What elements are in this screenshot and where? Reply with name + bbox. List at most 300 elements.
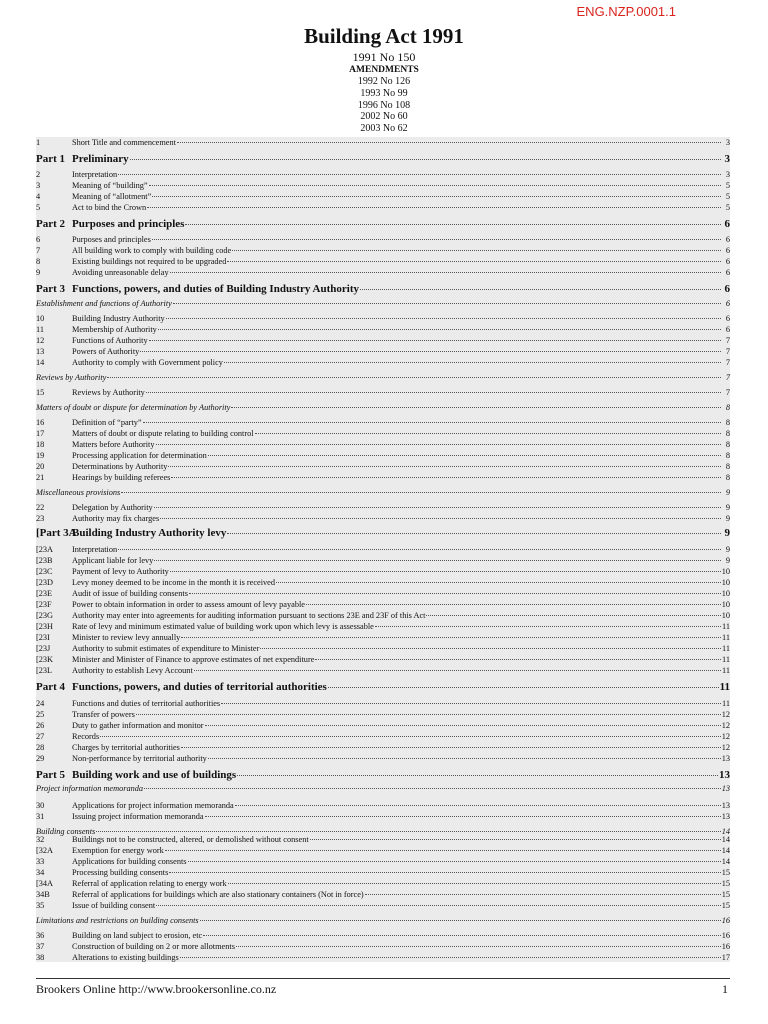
- toc-section-title: Authority may fix charges: [72, 514, 160, 523]
- dot-leader: [236, 946, 721, 947]
- dot-leader: [375, 626, 721, 627]
- toc-section-title: Definition of “party”: [72, 418, 142, 427]
- toc-page-number: 10: [721, 567, 730, 576]
- toc-section-title: Building consents: [36, 827, 96, 836]
- toc-section-number: 21: [36, 473, 45, 482]
- toc-section-title: Functions, powers, and duties of Building Industry Authority: [72, 283, 359, 295]
- toc-page-number: 9: [724, 527, 730, 539]
- toc-subheading[interactable]: [36, 783, 730, 794]
- toc-section-title: Functions, powers, and duties of territorial authorities: [72, 681, 327, 693]
- dot-leader: [221, 703, 721, 704]
- toc-page-number: 3: [725, 138, 730, 147]
- dot-leader: [306, 604, 721, 605]
- toc-section-number: 28: [36, 743, 45, 752]
- toc-entry[interactable]: [36, 137, 730, 148]
- dot-leader: [152, 196, 721, 197]
- toc-section-title: Building Industry Authority: [72, 314, 165, 323]
- toc-page-number: 10: [721, 600, 730, 609]
- toc-entry[interactable]: [36, 566, 730, 577]
- toc-section-number: 7: [36, 246, 41, 255]
- dot-leader: [168, 466, 721, 467]
- toc-entry[interactable]: [36, 357, 730, 368]
- toc-section-number: 13: [36, 347, 45, 356]
- toc-entry[interactable]: [36, 811, 730, 822]
- dot-leader: [121, 492, 721, 493]
- toc-section-title: Power to obtain information in order to assess amount of levy payable: [72, 600, 305, 609]
- toc-entry[interactable]: [36, 450, 730, 461]
- toc-section-number: 36: [36, 931, 45, 940]
- toc-entry[interactable]: [36, 878, 730, 889]
- toc-entry[interactable]: [36, 900, 730, 911]
- dot-leader: [154, 507, 721, 508]
- toc-page-number: 10: [721, 578, 730, 587]
- toc-entry[interactable]: [36, 731, 730, 742]
- toc-entry[interactable]: [36, 941, 730, 952]
- footer-page-number: 1: [722, 982, 728, 996]
- toc-entry[interactable]: [36, 577, 730, 588]
- toc-entry[interactable]: [36, 643, 730, 654]
- toc-section-number: [23L: [36, 666, 53, 675]
- toc-section-title: Charges by territorial authorities: [72, 743, 180, 752]
- toc-section-title: Minister and Minister of Finance to approve estimates of net expenditure: [72, 655, 315, 664]
- toc-section-number: [23J: [36, 644, 51, 653]
- dot-leader: [232, 250, 721, 251]
- toc-page-number: 11: [722, 644, 730, 653]
- toc-entry[interactable]: [36, 709, 730, 720]
- footer-source: Brookers Online http://www.brookersonline.co.nz: [36, 982, 277, 996]
- toc-entry[interactable]: [36, 856, 730, 867]
- toc-page-number: 13: [721, 812, 730, 821]
- toc-section-number: Part 4: [36, 681, 66, 693]
- toc-section-number: 25: [36, 710, 45, 719]
- toc-section-title: Preliminary: [72, 153, 129, 165]
- amendment-line: 1996 No 108: [357, 99, 411, 111]
- toc-section-title: Referral of application relating to energy work: [72, 879, 227, 888]
- amendment-line: 1992 No 126: [357, 76, 411, 88]
- dot-leader: [96, 831, 720, 832]
- toc-part-heading[interactable]: [36, 217, 730, 231]
- toc-subheading[interactable]: [36, 372, 730, 383]
- toc-page-number: 6: [724, 283, 730, 295]
- toc-section-number: 4: [36, 192, 41, 201]
- toc-section-title: Minister to review levy annually: [72, 633, 181, 642]
- toc-section-number: 12: [36, 336, 45, 345]
- dot-leader: [255, 433, 721, 434]
- toc-section-title: Buildings not to be constructed, altered, or demolished without consent: [72, 835, 309, 844]
- toc-page-number: 9: [725, 488, 730, 497]
- dot-leader: [181, 637, 721, 638]
- toc-section-title: Rate of levy and minimum estimated value of building work upon which levy is assessable: [72, 622, 374, 631]
- toc-page-number: 16: [721, 942, 730, 951]
- toc-section-number: 22: [36, 503, 45, 512]
- dot-leader: [310, 839, 721, 840]
- toc-entry[interactable]: [36, 867, 730, 878]
- toc-page-number: 10: [721, 611, 730, 620]
- toc-section-title: Matters of doubt or dispute for determination by Authority: [36, 403, 231, 412]
- toc-section-title: Applicant liable for levy: [72, 556, 154, 565]
- dot-leader: [189, 593, 721, 594]
- toc-page-number: 8: [725, 429, 730, 438]
- toc-section-number: 14: [36, 358, 45, 367]
- toc-section-title: Interpretation: [72, 170, 118, 179]
- toc-part-heading[interactable]: [36, 768, 730, 782]
- amendment-line: 2002 No 60: [360, 111, 408, 123]
- toc-section-number: 10: [36, 314, 45, 323]
- toc-page-number: 6: [725, 246, 730, 255]
- page-title: Building Act 1991: [304, 24, 464, 48]
- dot-leader: [315, 659, 721, 660]
- dot-leader: [208, 455, 721, 456]
- toc-page-number: 7: [725, 358, 730, 367]
- toc-section-number: [23B: [36, 556, 53, 565]
- toc-page-number: 13: [721, 801, 730, 810]
- dot-leader: [180, 957, 721, 958]
- toc-subheading[interactable]: [36, 487, 730, 498]
- toc-entry[interactable]: [36, 461, 730, 472]
- toc-page-number: 6: [725, 299, 730, 308]
- toc-section-number: 32: [36, 835, 45, 844]
- toc-entry[interactable]: [36, 245, 730, 256]
- toc-section-number: 15: [36, 388, 45, 397]
- dot-leader: [144, 788, 721, 789]
- toc-section-number: [Part 3A: [36, 527, 77, 539]
- toc-section-title: Establishment and functions of Authority: [36, 299, 172, 308]
- toc-section-number: 5: [36, 203, 41, 212]
- toc-entry[interactable]: [36, 889, 730, 900]
- toc-page-number: 7: [725, 373, 730, 382]
- toc-page-number: 14: [721, 857, 730, 866]
- toc-section-number: Part 2: [36, 218, 66, 230]
- toc-section-title: Exemption for energy work: [72, 846, 164, 855]
- toc-section-title: Functions and duties of territorial authorities: [72, 699, 221, 708]
- toc-entry[interactable]: [36, 428, 730, 439]
- toc-section-title: Delegation by Authority: [72, 503, 153, 512]
- toc-page-number: 15: [721, 868, 730, 877]
- toc-section-number: 16: [36, 418, 45, 427]
- toc-page-number: 6: [725, 325, 730, 334]
- dot-leader: [107, 377, 721, 378]
- toc-section-title: Audit of issue of building consents: [72, 589, 188, 598]
- toc-entry[interactable]: [36, 665, 730, 676]
- toc-section-title: Construction of building on 2 or more allotments: [72, 942, 235, 951]
- toc-entry[interactable]: [36, 256, 730, 267]
- toc-section-number: 2: [36, 170, 41, 179]
- toc-section-title: Building work and use of buildings: [72, 769, 237, 781]
- toc-section-title: Applications for project information memoranda: [72, 801, 234, 810]
- dot-leader: [177, 142, 721, 143]
- toc-page-number: 11: [722, 655, 730, 664]
- toc-section-number: 1: [36, 138, 41, 147]
- dot-leader: [205, 725, 721, 726]
- toc-entry[interactable]: [36, 952, 730, 963]
- toc-page-number: 16: [721, 931, 730, 940]
- toc-page-number: 7: [725, 347, 730, 356]
- toc-entry[interactable]: [36, 202, 730, 213]
- toc-section-title: Meaning of “building”: [72, 181, 148, 190]
- toc-entry[interactable]: [36, 845, 730, 856]
- toc-section-title: Purposes and principles: [72, 218, 185, 230]
- dot-leader: [228, 883, 721, 884]
- toc-page-number: 11: [722, 699, 730, 708]
- amendment-line: 2003 No 62: [360, 122, 408, 134]
- amendments-heading: AMENDMENTS: [349, 65, 419, 75]
- dot-leader: [170, 571, 721, 572]
- toc-entry[interactable]: [36, 632, 730, 643]
- dot-leader: [328, 687, 719, 688]
- toc-section-title: Miscellaneous provisions: [36, 488, 121, 497]
- toc-entry[interactable]: [36, 555, 730, 566]
- toc-section-title: Building Industry Authority levy: [72, 527, 227, 539]
- amendment-line: 1993 No 99: [360, 87, 408, 99]
- dot-leader: [203, 935, 721, 936]
- toc-entry[interactable]: [36, 472, 730, 483]
- toc-section-number: 11: [36, 325, 44, 334]
- toc-entry[interactable]: [36, 502, 730, 513]
- toc-section-number: 19: [36, 451, 45, 460]
- toc-entry[interactable]: [36, 234, 730, 245]
- toc-entry[interactable]: [36, 800, 730, 811]
- toc-section-number: 24: [36, 699, 45, 708]
- dot-leader: [426, 615, 720, 616]
- toc-section-number: 6: [36, 235, 41, 244]
- toc-page-number: 3: [725, 170, 730, 179]
- toc-page-number: 8: [725, 462, 730, 471]
- toc-section-title: Meaning of “allotment”: [72, 192, 152, 201]
- toc-section-number: [23E: [36, 589, 53, 598]
- toc-section-title: Transfer of powers: [72, 710, 135, 719]
- toc-section-number: [23I: [36, 633, 50, 642]
- toc-section-number: 26: [36, 721, 45, 730]
- dot-leader: [227, 261, 721, 262]
- toc-section-title: Issuing project information memoranda: [72, 812, 204, 821]
- dot-leader: [276, 582, 721, 583]
- dot-leader: [185, 224, 721, 225]
- toc-part-heading[interactable]: [36, 152, 730, 166]
- dot-leader: [152, 239, 721, 240]
- toc-section-number: 20: [36, 462, 45, 471]
- toc-page-number: 12: [721, 732, 730, 741]
- toc-section-title: Levy money deemed to be income in the month it is received: [72, 578, 275, 587]
- toc-entry[interactable]: [36, 720, 730, 731]
- toc-section-title: Interpretation: [72, 545, 118, 554]
- toc-page-number: 11: [722, 666, 730, 675]
- toc-section-number: 3: [36, 181, 41, 190]
- toc-section-number: 37: [36, 942, 45, 951]
- toc-section-number: 27: [36, 732, 45, 741]
- toc-page-number: 6: [725, 235, 730, 244]
- toc-part-heading[interactable]: [36, 282, 730, 296]
- dot-leader: [100, 736, 721, 737]
- toc-subheading[interactable]: [36, 298, 730, 309]
- toc-page-number: 3: [724, 153, 730, 165]
- toc-part-heading[interactable]: [36, 526, 730, 540]
- toc-section-number: [23H: [36, 622, 54, 631]
- toc-page-number: 10: [721, 589, 730, 598]
- toc-section-number: 23: [36, 514, 45, 523]
- toc-subheading[interactable]: [36, 402, 730, 413]
- title-block: [0, 26, 768, 134]
- toc-page-number: 13: [721, 784, 730, 793]
- toc-page-number: 5: [725, 203, 730, 212]
- dot-leader: [260, 648, 721, 649]
- dot-leader: [194, 670, 721, 671]
- toc-subheading[interactable]: [36, 915, 730, 926]
- toc-section-number: [23F: [36, 600, 52, 609]
- toc-page-number: 13: [721, 754, 730, 763]
- toc-section-number: 29: [36, 754, 45, 763]
- dot-leader: [166, 318, 721, 319]
- toc-entry[interactable]: [36, 417, 730, 428]
- toc-entry[interactable]: [36, 335, 730, 346]
- toc-page-number: 16: [721, 916, 730, 925]
- toc-section-title: Authority to establish Levy Account: [72, 666, 193, 675]
- toc-page-number: 7: [725, 388, 730, 397]
- toc-entry[interactable]: [36, 387, 730, 398]
- toc-section-title: Purposes and principles: [72, 235, 151, 244]
- dot-leader: [224, 362, 721, 363]
- toc-page-number: 5: [725, 181, 730, 190]
- toc-section-number: [23K: [36, 655, 54, 664]
- toc-part-heading[interactable]: [36, 680, 730, 694]
- toc-section-title: Authority to submit estimates of expenditure to Minister: [72, 644, 260, 653]
- toc-page-number: 14: [721, 835, 730, 844]
- toc-entry[interactable]: [36, 599, 730, 610]
- dot-leader: [130, 159, 721, 160]
- toc-entry[interactable]: [36, 742, 730, 753]
- toc-page-number: 8: [725, 451, 730, 460]
- toc-entry[interactable]: [36, 654, 730, 665]
- dot-leader: [143, 422, 721, 423]
- dot-leader: [200, 920, 721, 921]
- toc-page-number: 15: [721, 890, 730, 899]
- toc-section-title: Short Title and commencement: [72, 138, 176, 147]
- dot-leader: [365, 894, 721, 895]
- toc-page-number: 11: [719, 681, 730, 693]
- dot-leader: [136, 714, 721, 715]
- footer-divider: [36, 978, 730, 979]
- toc-section-title: Building on land subject to erosion, etc: [72, 931, 203, 940]
- toc-section-title: Issue of building consent: [72, 901, 156, 910]
- toc-section-title: Reviews by Authority: [36, 373, 107, 382]
- toc-entry[interactable]: [36, 930, 730, 941]
- toc-entry[interactable]: [36, 834, 730, 845]
- toc-page-number: 9: [725, 503, 730, 512]
- dot-leader: [237, 775, 718, 776]
- toc-section-number: [23C: [36, 567, 53, 576]
- toc-entry[interactable]: [36, 439, 730, 450]
- toc-section-number: [23G: [36, 611, 54, 620]
- toc-section-number: 18: [36, 440, 45, 449]
- toc-entry[interactable]: [36, 180, 730, 191]
- act-number: 1991 No 150: [352, 50, 416, 64]
- toc-section-number: 31: [36, 812, 45, 821]
- toc-section-title: Act to bind the Crown: [72, 203, 147, 212]
- toc-page-number: 14: [721, 827, 730, 836]
- toc-section-number: 34B: [36, 890, 50, 899]
- dot-leader: [146, 392, 721, 393]
- table-of-contents: [36, 137, 730, 962]
- toc-page-number: 15: [721, 901, 730, 910]
- dot-leader: [156, 444, 722, 445]
- toc-section-title: Limitations and restrictions on building consents: [36, 916, 199, 925]
- toc-section-title: Processing building consents: [72, 868, 169, 877]
- toc-page-number: 9: [725, 514, 730, 523]
- toc-section-number: 35: [36, 901, 45, 910]
- toc-page-number: 9: [725, 556, 730, 565]
- toc-entry[interactable]: [36, 346, 730, 357]
- toc-page-number: 13: [719, 769, 730, 781]
- toc-page-number: 17: [721, 953, 730, 962]
- toc-section-title: Records: [72, 732, 100, 741]
- toc-entry[interactable]: [36, 267, 730, 278]
- toc-entry[interactable]: [36, 324, 730, 335]
- toc-section-number: 38: [36, 953, 45, 962]
- toc-section-title: Reviews by Authority: [72, 388, 145, 397]
- toc-entry[interactable]: [36, 588, 730, 599]
- toc-section-title: Membership of Authority: [72, 325, 157, 334]
- toc-page-number: 6: [724, 218, 730, 230]
- toc-section-number: 33: [36, 857, 45, 866]
- dot-leader: [227, 533, 721, 534]
- dot-leader: [205, 816, 721, 817]
- toc-entry[interactable]: [36, 698, 730, 709]
- toc-section-number: Part 1: [36, 153, 66, 165]
- toc-entry[interactable]: [36, 610, 730, 621]
- toc-section-title: Existing buildings not required to be upgraded: [72, 257, 227, 266]
- toc-section-title: Alterations to existing buildings: [72, 953, 179, 962]
- toc-section-number: Part 5: [36, 769, 66, 781]
- toc-page-number: 12: [721, 710, 730, 719]
- toc-entry[interactable]: [36, 621, 730, 632]
- dot-leader: [188, 861, 721, 862]
- toc-entry[interactable]: [36, 513, 730, 524]
- dot-leader: [171, 477, 721, 478]
- toc-page-number: 8: [725, 418, 730, 427]
- toc-page-number: 14: [721, 846, 730, 855]
- toc-page-number: 8: [725, 440, 730, 449]
- dot-leader: [147, 207, 721, 208]
- toc-page-number: 8: [725, 403, 730, 412]
- dot-leader: [169, 872, 720, 873]
- toc-page-number: 11: [722, 633, 730, 642]
- toc-page-number: 8: [725, 473, 730, 482]
- toc-section-title: All building work to comply with building code: [72, 246, 232, 255]
- toc-entry[interactable]: [36, 169, 730, 180]
- toc-entry[interactable]: [36, 313, 730, 324]
- document-code: ENG.NZP.0001.1: [576, 4, 676, 19]
- toc-section-title: Duty to gather information and monitor: [72, 721, 204, 730]
- toc-page-number: 9: [725, 545, 730, 554]
- toc-entry[interactable]: [36, 753, 730, 764]
- dot-leader: [231, 407, 721, 408]
- toc-section-title: Avoiding unreasonable delay: [72, 268, 169, 277]
- dot-leader: [173, 303, 721, 304]
- toc-section-title: Processing application for determination: [72, 451, 207, 460]
- dot-leader: [165, 850, 721, 851]
- toc-page-number: 6: [725, 268, 730, 277]
- dot-leader: [235, 805, 721, 806]
- toc-section-title: Hearings by building referees: [72, 473, 171, 482]
- dot-leader: [149, 340, 721, 341]
- toc-section-title: Functions of Authority: [72, 336, 148, 345]
- toc-section-number: 9: [36, 268, 41, 277]
- toc-page-number: 5: [725, 192, 730, 201]
- dot-leader: [149, 185, 721, 186]
- toc-entry[interactable]: [36, 544, 730, 555]
- toc-section-number: Part 3: [36, 283, 66, 295]
- toc-section-title: Project information memoranda: [36, 784, 144, 793]
- toc-entry[interactable]: [36, 191, 730, 202]
